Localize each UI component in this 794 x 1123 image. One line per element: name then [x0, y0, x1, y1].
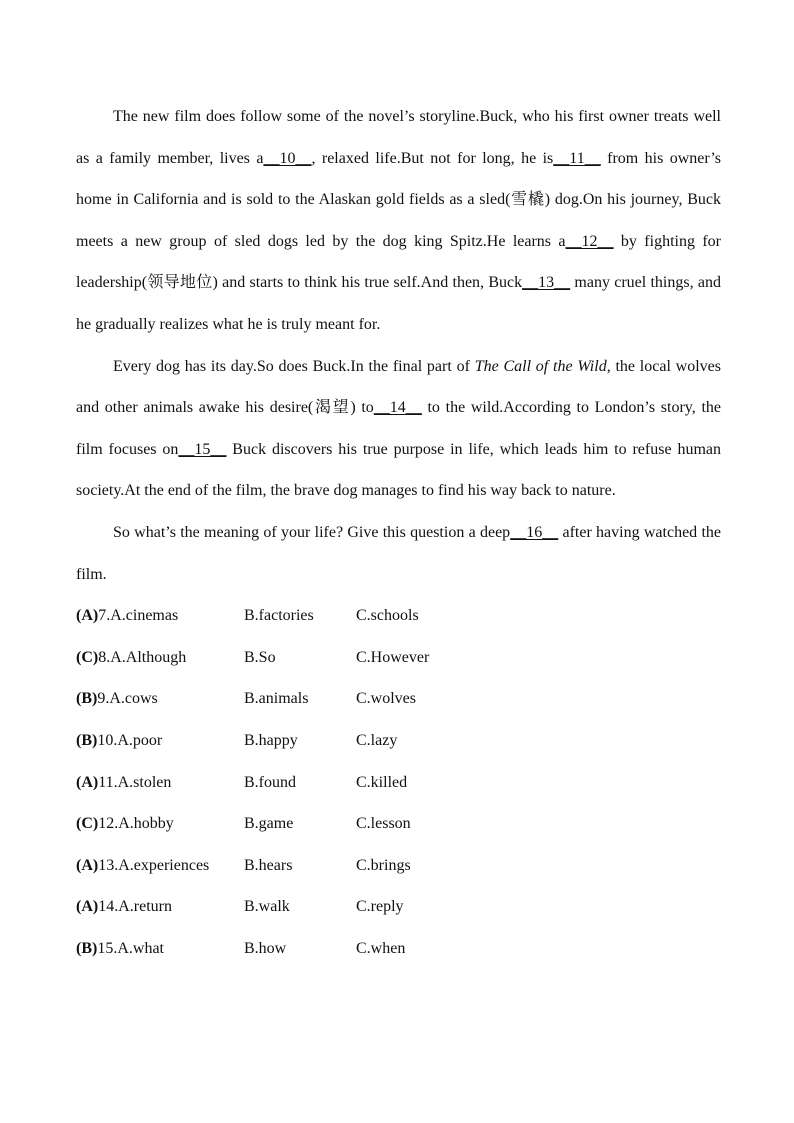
option-b: B.hears	[244, 856, 293, 874]
option-a: A.what	[117, 939, 164, 957]
option-b: B.how	[244, 939, 287, 957]
answer-key: (A)	[76, 856, 99, 874]
option-a: A.poor	[117, 731, 163, 749]
option-c: C.However	[356, 648, 430, 666]
answer-key: (B)	[76, 939, 98, 957]
text-run: , relaxed life.But not for long, he is	[311, 149, 554, 167]
paragraph-2	[76, 346, 721, 512]
question-number: 15.	[97, 939, 118, 957]
answer-key: (C)	[76, 648, 99, 666]
option-a: A.return	[118, 898, 172, 916]
answer-key: (C)	[76, 815, 99, 833]
text-run: So what’s the meaning of your life? Give this question a deep	[113, 523, 511, 541]
option-b: B.game	[244, 815, 294, 833]
option-row-15	[76, 928, 721, 970]
text-run: by fighting for leadership(领导地位) and starts to think his true self.And then, Buck	[76, 232, 722, 292]
blank-15: __15__	[178, 440, 227, 458]
answer-key: (B)	[76, 731, 98, 749]
option-a: A.hobby	[118, 815, 174, 833]
blank-12: __12__	[565, 232, 614, 250]
document-page	[76, 96, 721, 969]
book-title: The Call of the Wild	[474, 357, 607, 375]
text-run: to the wild.According to London’s story, the film focuses on	[76, 399, 721, 458]
blank-10: __10__	[263, 149, 312, 167]
question-number: 10.	[97, 731, 118, 749]
option-b: B.factories	[244, 607, 314, 625]
question-number: 11.	[98, 773, 118, 791]
text-run: from his owner’s home in California and is sold to the Alaskan gold fields as a sled(雪橇) dog.On his journey, Buck meets a new group of sled dogs led by the dog king Spitz.He learns a	[76, 149, 721, 250]
question-number: 14.	[98, 898, 119, 916]
blank-16: __16__	[510, 523, 559, 541]
option-row-7	[76, 595, 721, 637]
question-number: 9.	[97, 690, 110, 708]
question-number: 12.	[98, 815, 119, 833]
text-run: The new film does follow some of the novel’s storyline.Buck, who his first owner treats well as a family member, lives a	[76, 108, 721, 167]
text-run: many cruel things, and he gradually realizes what he is truly meant for.	[76, 274, 721, 333]
option-row-11	[76, 762, 721, 804]
option-c: C.lazy	[356, 731, 398, 749]
answer-key: (A)	[76, 773, 99, 791]
option-c: C.reply	[356, 898, 404, 916]
option-c: C.schools	[356, 607, 419, 625]
text-run: after having watched the film.	[76, 523, 721, 583]
text-run: Buck discovers his true purpose in life, which leads him to refuse human society.At the end of the film, the brave dog manages to find his way back to nature.	[76, 440, 721, 500]
option-c: C.wolves	[356, 690, 416, 708]
blank-11: __11__	[553, 149, 601, 167]
option-row-13	[76, 845, 721, 887]
question-number: 13.	[98, 856, 119, 874]
question-number: 7.	[98, 607, 111, 625]
paragraph-1	[76, 96, 721, 346]
option-b: B.So	[244, 648, 276, 666]
option-row-8	[76, 637, 721, 679]
option-a: A.cows	[109, 690, 158, 708]
answer-key: (A)	[76, 607, 99, 625]
paragraph-3	[76, 512, 721, 595]
text-run: Every dog has its day.So does Buck.In the final part of	[113, 357, 475, 375]
option-row-10	[76, 720, 721, 762]
text-run: , the local wolves and other animals awake his desire(渴望) to	[76, 357, 722, 417]
option-b: B.happy	[244, 731, 298, 749]
answer-options	[76, 595, 721, 969]
option-a: A.Although	[110, 648, 187, 666]
answer-key: (A)	[76, 898, 99, 916]
option-row-14	[76, 886, 721, 928]
option-b: B.walk	[244, 898, 290, 916]
option-a: A.experiences	[118, 856, 210, 874]
option-a: A.stolen	[117, 773, 172, 791]
blank-13: __13__	[522, 274, 571, 292]
option-c: C.brings	[356, 856, 411, 874]
option-row-9	[76, 678, 721, 720]
answer-key: (B)	[76, 690, 98, 708]
option-c: C.lesson	[356, 815, 411, 833]
option-c: C.killed	[356, 773, 408, 791]
option-row-12	[76, 803, 721, 845]
option-a: A.cinemas	[110, 607, 179, 625]
option-c: C.when	[356, 939, 406, 957]
option-b: B.animals	[244, 690, 309, 708]
option-b: B.found	[244, 773, 296, 791]
question-number: 8.	[98, 648, 111, 666]
blank-14: __14__	[373, 399, 422, 417]
